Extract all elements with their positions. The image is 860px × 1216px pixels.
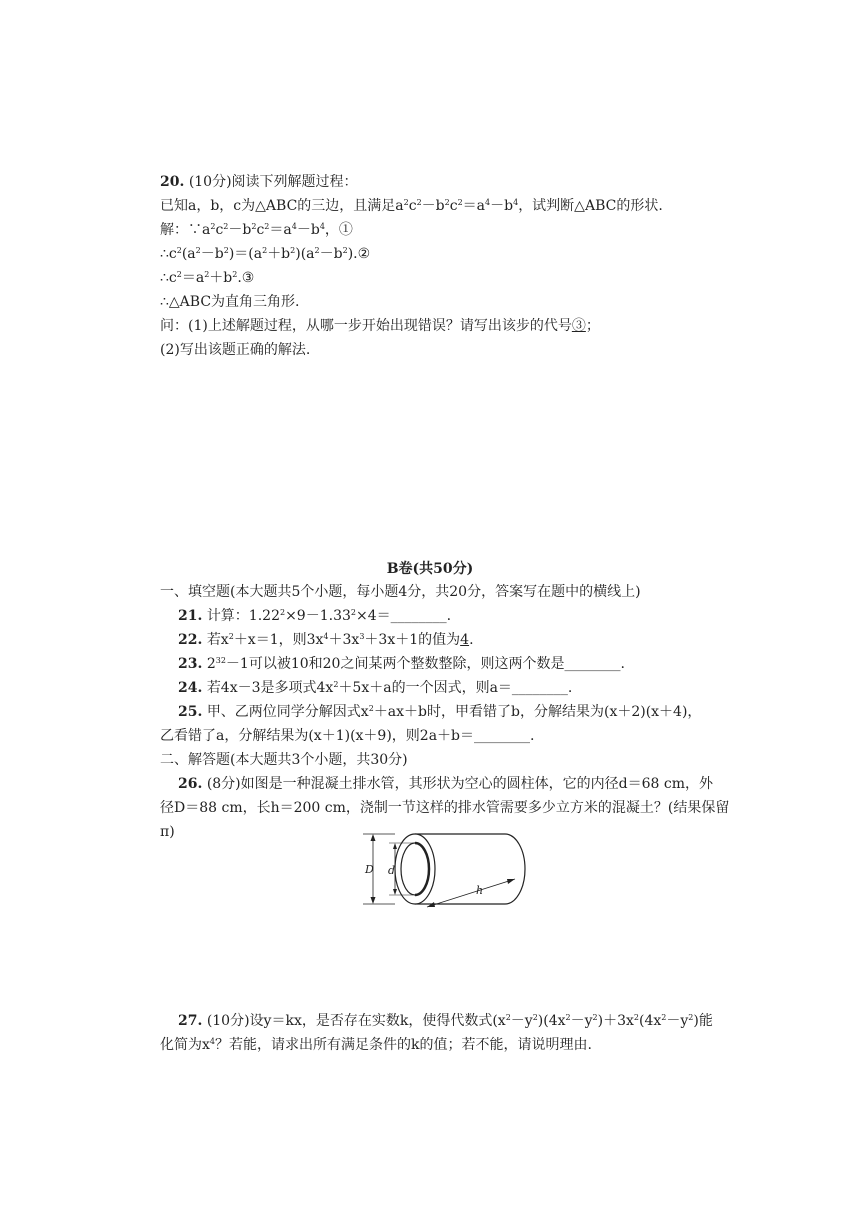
q20-step2: $\therefore c^2(a^2-b^2)=(a^2+b^2)(a^2-b^2).②$ xyxy=(160,246,371,262)
q27-line1: 27. (10分)设y＝kx，是否存在实数k，使得代数式$(x^2-y^2)(4x^2-y^2)+3x^2(4x^2-y^2)$能 xyxy=(178,1013,713,1029)
fig-label-h: h xyxy=(476,884,484,897)
q21: 21. 计算：$1.22^2\times 9-1.33^2\times 4=\_\_\_\_\_\_\_\_$. xyxy=(178,608,452,624)
q22: 22. 若$x^2+x=1$，则$3x^4+3x^3+3x+1$的值为4. xyxy=(178,632,474,648)
q20-head: (10分)阅读下列解题过程： xyxy=(188,174,358,190)
q25-line1: 25. 甲、乙两位同学分解因式$x^2+ax+b$时，甲看错了b，分解结果为(x＋2)(x＋4)， xyxy=(178,704,702,720)
part1-header: 一、填空题(本大题共5个小题，每小题4分，共20分，答案写在题中的横线上) xyxy=(160,584,641,600)
q23: 23. $2^{32}-1$可以被10和20之间某两个整数整除，则这两个数是________. xyxy=(178,656,625,672)
q22-answer: 4 xyxy=(460,632,470,648)
q26-line1: 26. (8分)如图是一种混凝土排水管，其形状为空心的圆柱体，它的内径d＝68 cm，外 xyxy=(178,776,713,792)
fig-label-D: D xyxy=(365,863,374,876)
q27-line2: 化简为$x^4$？若能，请求出所有满足条件的k的值；若不能，请说明理由. xyxy=(160,1037,592,1053)
q26-line3: π) xyxy=(160,824,175,840)
q26-line2: 径D＝88 cm，长h＝200 cm，浇制一节这样的排水管需要多少立方米的混凝土？(结果保留 xyxy=(160,800,730,816)
part2-header: 二、解答题(本大题共3个小题，共30分) xyxy=(160,752,408,768)
q25-line2: 乙看错了a，分解结果为(x＋1)(x＋9)，则2a＋b＝________. xyxy=(160,728,535,744)
q20-given: 已知a，b，c为△ABC的三边，且满足$a^2c^2-b^2c^2=a^4-b^4$，试判断△ABC的形状. xyxy=(160,198,663,214)
q20-header: 20. (10分)阅读下列解题过程： xyxy=(160,174,358,190)
pipe-figure xyxy=(355,822,535,914)
q20-step4: ∴△ABC为直角三角形. xyxy=(160,294,300,310)
section-b-title: B卷(共50分) xyxy=(386,561,474,577)
q20-step3: $\therefore c^2=a^2+b^2.③$ xyxy=(160,270,255,286)
fig-label-d: d xyxy=(388,864,396,877)
q20-ask1: 问：(1)上述解题过程，从哪一步开始出现错误？请写出该步的代号③； xyxy=(160,318,600,334)
q20-ask2: (2)写出该题正确的解法. xyxy=(160,342,311,358)
q20-step1: 解：$\because a^2c^2-b^2c^2=a^4-b^4$，① xyxy=(160,222,353,238)
q20-answer: ③ xyxy=(571,318,586,334)
q24: 24. 若4x－3是多项式$4x^2+5x+a$的一个因式，则a＝________. xyxy=(178,680,573,696)
q20-number: 20 xyxy=(160,174,180,190)
